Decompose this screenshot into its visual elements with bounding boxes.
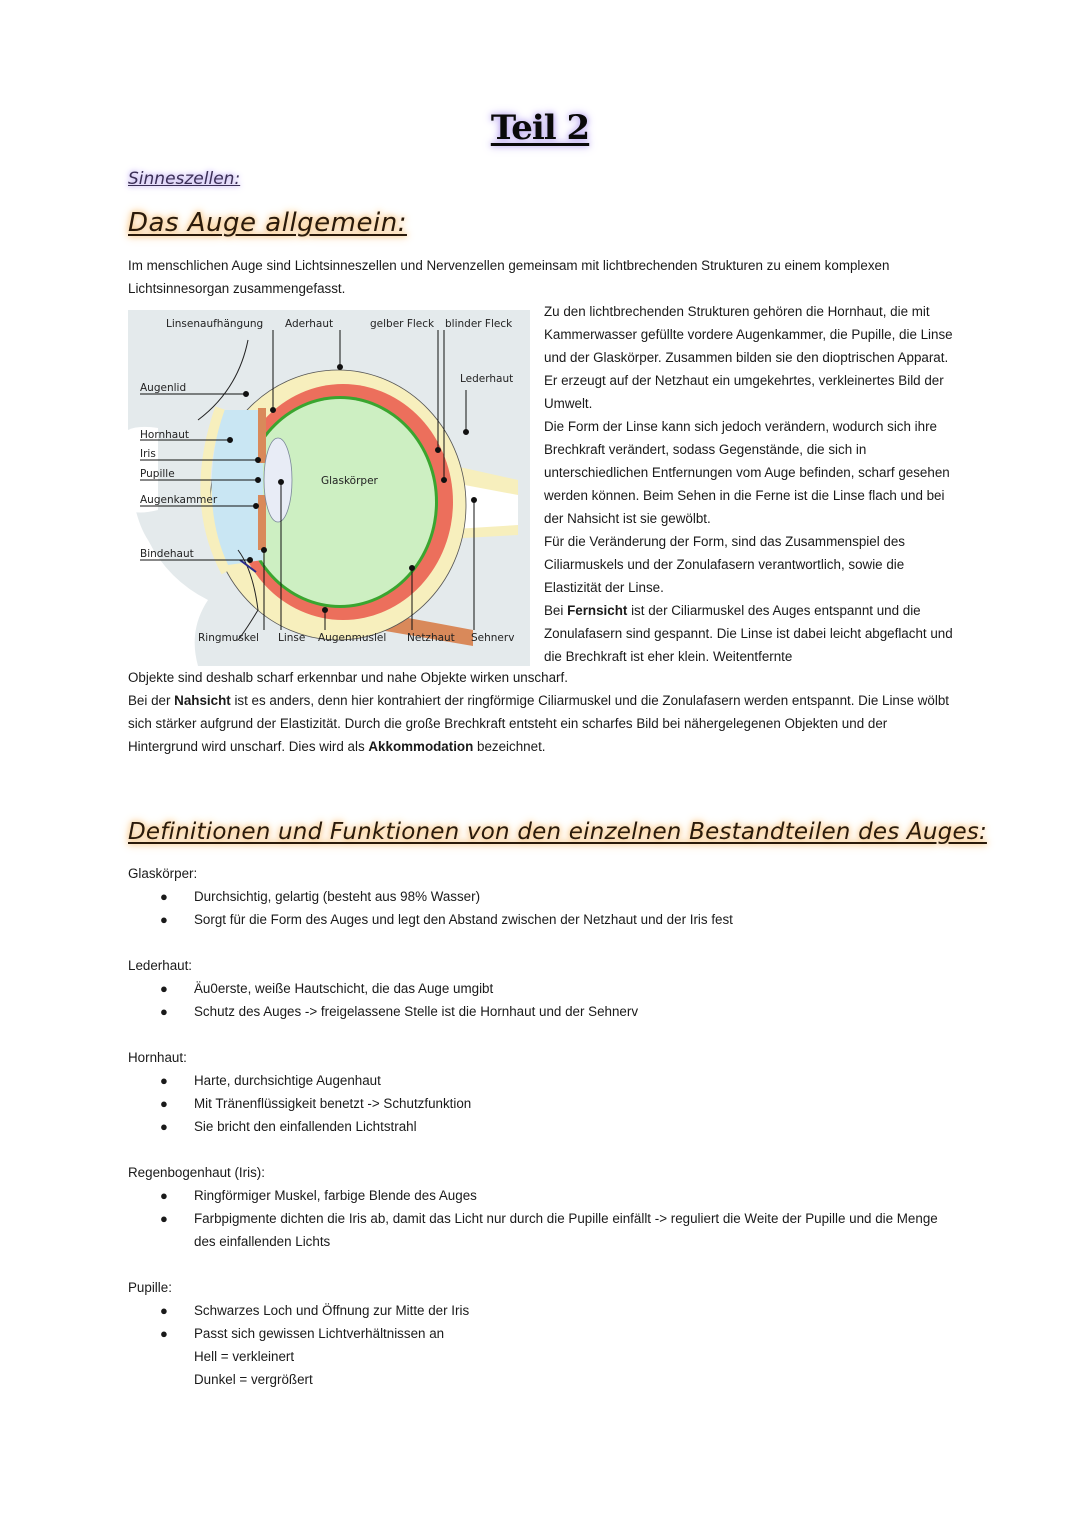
list-item: ● Schutz des Auges -> freigelassene Stelle ist die Hornhaut und der Sehnerv (128, 1000, 958, 1023)
label-ringmuskel: Ringmuskel (198, 632, 259, 644)
label-glaskoerper: Glaskörper (321, 475, 378, 487)
paragraph-formveraenderung: Für die Veränderung der Form, sind das Zusammenspiel des Ciliarmuskels und der Zonulafasern verantwortlich, sowie die Elastizität der Linse. (544, 534, 905, 595)
list-item: ● Sie bricht den einfallenden Lichtstrahl (128, 1115, 958, 1138)
list-item: ● Ringförmiger Muskel, farbige Blende des Auges (128, 1184, 958, 1207)
term-fernsicht: Fernsicht (567, 603, 628, 618)
paragraph-fernsicht: Bei Fernsicht ist der Ciliarmuskel des Auges entspannt und die Zonulafasern sind gespannt. Die Linse ist dabei leicht abgeflacht und die Brechkraft ist eher klein. Weitentfernte (544, 603, 953, 664)
list-item: ● Farbpigmente dichten die Iris ab, damit das Licht nur durch die Pupille einfällt -> reguliert die Weite der Pupille und die Menge des einfallenden Lichts (128, 1207, 958, 1253)
label-augenkammer: Augenkammer (140, 494, 218, 506)
label-blinder-fleck: blinder Fleck (445, 318, 513, 330)
list-item: ● Sorgt für die Form des Auges und legt den Abstand zwischen der Netzhaut und der Iris fest (128, 908, 958, 931)
right-column-text (544, 300, 954, 668)
bullet-icon: ● (160, 1303, 168, 1318)
label-hornhaut: Hornhaut (140, 429, 189, 441)
label-augenlid: Augenlid (140, 382, 187, 394)
eye-diagram-svg (128, 310, 530, 666)
bullet-icon: ● (160, 1073, 168, 1088)
bullet-icon: ● (160, 889, 168, 904)
definition-pupille (128, 1276, 958, 1391)
label-lederhaut: Lederhaut (460, 373, 514, 385)
definition-title: Lederhaut: (128, 958, 193, 973)
list-item: ● Äu0erste, weiße Hautschicht, die das Auge umgibt (128, 977, 958, 1000)
bullet-icon: ● (160, 1326, 168, 1341)
bullet-icon: ● (160, 912, 168, 927)
label-augenmuskel: Augenmuslel (318, 632, 387, 644)
bullet-icon: ● (160, 981, 168, 996)
definition-lederhaut (128, 954, 958, 1023)
label-bindehaut: Bindehaut (140, 548, 194, 560)
bullet-icon: ● (160, 1004, 168, 1019)
list-item: ● Schwarzes Loch und Öffnung zur Mitte der Iris (128, 1299, 958, 1322)
definition-title: Hornhaut: (128, 1050, 187, 1065)
label-pupille: Pupille (140, 468, 175, 480)
bullet-icon: ● (160, 1096, 168, 1111)
label-gelber-fleck: gelber Fleck (370, 318, 435, 330)
definition-iris (128, 1161, 958, 1253)
list-item: ● Durchsichtig, gelartig (besteht aus 98% Wasser) (128, 885, 958, 908)
definition-title: Regenbogenhaut (Iris): (128, 1165, 265, 1180)
list-item: ● Passt sich gewissen Lichtverhältnissen an (128, 1322, 958, 1345)
list-item-continuation: Dunkel = vergrößert (194, 1372, 313, 1387)
section-heading-auge-allgemein: Das Auge allgemein: (128, 208, 407, 238)
paragraph-nahsicht: Bei der Nahsicht ist es anders, denn hier kontrahiert der ringförmige Ciliarmuskel und die Zonulafasern werden entspannt. Die Linse wölbt sich stärker aufgrund der Elastizität. Durch die große Brechkraft entsteht ein scharfes Bild bei nähergelegenen Objekten und der Hintergrund wird unscharf. Dies wird als Akkommodation bezeichnet. (128, 693, 949, 754)
term-nahsicht: Nahsicht (174, 693, 231, 708)
label-iris: Iris (140, 448, 156, 460)
paragraph-dioptrischer-apparat: Zu den lichtbrechenden Strukturen gehören die Hornhaut, die mit Kammerwasser gefüllte vordere Augenkammer, die Pupille, die Linse und der Glaskörper. Zusammen bilden sie den dioptrischen Apparat. Er erzeugt auf der Netzhaut ein umgekehrtes, verkleinertes Bild der Umwelt. (544, 304, 953, 411)
term-akkommodation: Akkommodation (368, 739, 474, 754)
bullet-icon: ● (160, 1119, 168, 1134)
paragraph-fernsicht-continued: Objekte sind deshalb scharf erkennbar und nahe Objekte wirken unscharf. (128, 670, 568, 685)
label-linse: Linse (278, 632, 306, 644)
eye-diagram (128, 310, 530, 666)
bullet-icon: ● (160, 1211, 168, 1226)
definition-title: Pupille: (128, 1280, 172, 1295)
below-figure-text (128, 666, 958, 758)
label-aderhaut: Aderhaut (285, 318, 334, 330)
definition-glaskoerper (128, 862, 958, 931)
page-title (0, 108, 1080, 148)
section-heading-definitionen: Definitionen und Funktionen von den einzelnen Bestandteilen des Auges: (128, 819, 987, 845)
bullet-icon: ● (160, 1188, 168, 1203)
intro-paragraph: Im menschlichen Auge sind Lichtsinneszellen und Nervenzellen gemeinsam mit lichtbrechenden Strukturen zu einem komplexen Lichtsinnesorgan zusammengefasst. (128, 258, 890, 296)
list-item-continuation: Hell = verkleinert (194, 1349, 295, 1364)
list-item: ● Harte, durchsichtige Augenhaut (128, 1069, 958, 1092)
definition-hornhaut (128, 1046, 958, 1138)
list-item: ● Mit Tränenflüssigkeit benetzt -> Schutzfunktion (128, 1092, 958, 1115)
subtitle: Sinneszellen: (128, 169, 241, 189)
label-netzhaut: Netzhaut (407, 632, 455, 644)
label-linsenaufhaengung: Linsenaufhängung (166, 318, 264, 330)
page-title-text: Teil 2 (490, 108, 590, 148)
definitions-list (128, 862, 958, 1414)
paragraph-linsenform: Die Form der Linse kann sich jedoch verändern, wodurch sich ihre Brechkraft verändert, sodass Gegenstände, die sich in unterschiedlichen Entfernungen vom Auge befinden, scharf gesehen werden können. Beim Sehen in die Ferne ist die Linse flach und bei der Nahsicht ist sie gewölbt. (544, 419, 950, 526)
definition-title: Glaskörper: (128, 866, 198, 881)
label-sehnerv: Sehnerv (471, 632, 515, 644)
